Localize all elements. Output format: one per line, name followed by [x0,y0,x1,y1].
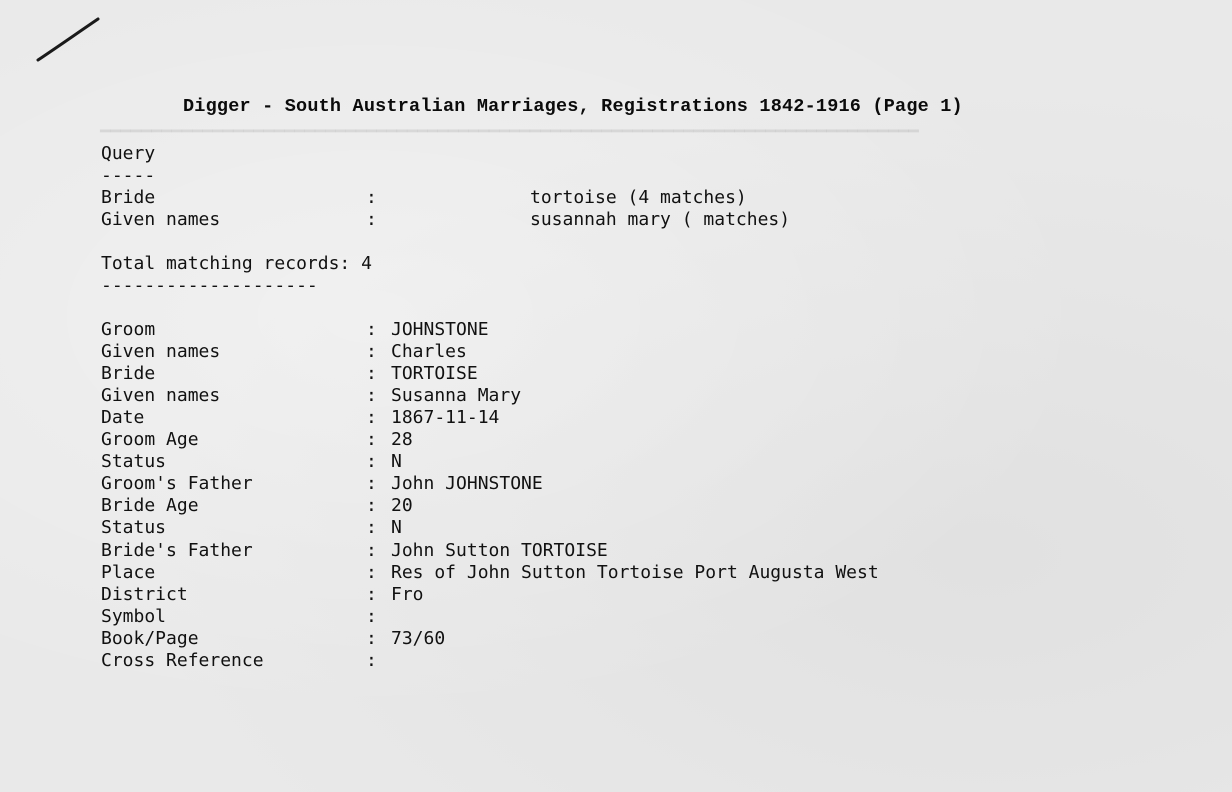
record-label: Groom [101,319,156,340]
query-underline: ----- [101,165,156,186]
record-value: TORTOISE [391,363,478,384]
record-separator: : [366,429,377,450]
record-label: Groom Age [101,429,199,450]
query-label: Given names [101,209,221,230]
query-label: Bride [101,187,156,208]
record-separator: : [366,473,377,494]
query-value: susannah mary ( matches) [530,209,791,230]
record-value: Fro [391,584,424,605]
record-value: Charles [391,341,467,362]
record-separator: : [366,407,377,428]
record-separator: : [366,650,377,671]
record-value: 20 [391,495,413,516]
total-underline: -------------------- [101,275,318,296]
pen-stroke-mark [36,16,106,66]
record-separator: : [366,606,377,627]
record-value: Res of John Sutton Tortoise Port Augusta West [391,562,879,583]
record-label: Bride's Father [101,540,253,561]
record-label: Bride Age [101,495,199,516]
record-separator: : [366,385,377,406]
record-separator: : [366,363,377,384]
record-value: 1867-11-14 [391,407,500,428]
query-separator: : [366,187,377,208]
record-separator: : [366,319,377,340]
record-label: Cross Reference [101,650,264,671]
record-label: Bride [101,363,156,384]
show-through-artifact: ━━━━━━━━━━━━━━━━━━━━━━━━━━━━━━━━━━━━━━━━━━━━━━━━━━━━━━━━━━━━━━━━━━━━━━━━━━━━━━━━ [100,120,919,140]
record-label: Status [101,517,167,538]
record-separator: : [366,562,377,583]
record-label: District [101,584,188,605]
query-heading: Query [101,143,156,164]
record-value: N [391,517,402,538]
record-label: Place [101,562,156,583]
record-separator: : [366,495,377,516]
record-separator: : [366,517,377,538]
record-value: Susanna Mary [391,385,522,406]
query-value: tortoise (4 matches) [530,187,747,208]
record-separator: : [366,584,377,605]
record-separator: : [366,540,377,561]
record-value: JOHNSTONE [391,319,489,340]
record-label: Given names [101,341,221,362]
record-label: Symbol [101,606,167,627]
query-separator: : [366,209,377,230]
record-label: Given names [101,385,221,406]
page-title: Digger - South Australian Marriages, Registrations 1842-1916 (Page 1) [183,96,963,117]
total-matching-records: Total matching records: 4 [101,253,372,274]
record-label: Groom's Father [101,473,253,494]
record-separator: : [366,341,377,362]
record-value: John JOHNSTONE [391,473,543,494]
record-separator: : [366,628,377,649]
record-separator: : [366,451,377,472]
record-label: Book/Page [101,628,199,649]
record-label: Date [101,407,145,428]
record-value: 73/60 [391,628,446,649]
record-value: John Sutton TORTOISE [391,540,608,561]
record-label: Status [101,451,167,472]
record-value: 28 [391,429,413,450]
record-value: N [391,451,402,472]
